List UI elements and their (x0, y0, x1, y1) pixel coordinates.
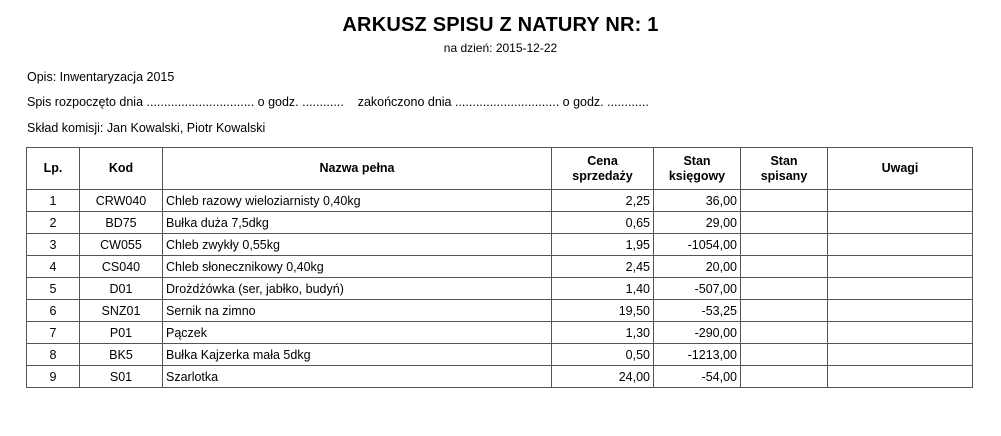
table-row (27, 234, 973, 256)
cell-lp: 2 (27, 212, 80, 234)
inventory-table (26, 147, 973, 388)
cell-uwagi (828, 212, 973, 234)
cell-stan-spisany (741, 322, 828, 344)
cell-stan-ksiegowy: -290,00 (654, 322, 741, 344)
cell-stan-ksiegowy: -54,00 (654, 366, 741, 388)
table-row (27, 322, 973, 344)
cell-nazwa: Bułka duża 7,5dkg (163, 212, 552, 234)
cell-uwagi (828, 190, 973, 212)
cell-kod: CW055 (80, 234, 163, 256)
cell-lp: 9 (27, 366, 80, 388)
cell-uwagi (828, 300, 973, 322)
cell-uwagi (828, 366, 973, 388)
cell-lp: 5 (27, 278, 80, 300)
table-row (27, 300, 973, 322)
cell-uwagi (828, 278, 973, 300)
table-header-row (27, 148, 973, 190)
cell-kod: CS040 (80, 256, 163, 278)
cell-stan-spisany (741, 366, 828, 388)
cell-stan-spisany (741, 212, 828, 234)
cell-stan-ksiegowy: 36,00 (654, 190, 741, 212)
cell-nazwa: Chleb zwykły 0,55kg (163, 234, 552, 256)
column-header-lp: Lp. (27, 148, 80, 190)
inventory-time-line: Spis rozpoczęto dnia ............................... o godz. ............ zakończono dnia .............................. o godz. ............ (27, 95, 649, 109)
cell-kod: SNZ01 (80, 300, 163, 322)
cell-cena: 2,45 (552, 256, 654, 278)
cell-nazwa: Drożdżówka (ser, jabłko, budyń) (163, 278, 552, 300)
commission-line: Skład komisji: Jan Kowalski, Piotr Kowalski (27, 121, 266, 135)
table-row (27, 190, 973, 212)
cell-stan-ksiegowy: 20,00 (654, 256, 741, 278)
table-row (27, 366, 973, 388)
cell-nazwa: Szarlotka (163, 366, 552, 388)
document-date: na dzień: 2015-12-22 (443, 41, 558, 55)
cell-nazwa: Chleb razowy wieloziarnisty 0,40kg (163, 190, 552, 212)
cell-stan-spisany (741, 344, 828, 366)
table-row (27, 212, 973, 234)
description-line: Opis: Inwentaryzacja 2015 (27, 70, 175, 84)
cell-cena: 0,65 (552, 212, 654, 234)
cell-cena: 1,40 (552, 278, 654, 300)
cell-cena: 24,00 (552, 366, 654, 388)
table-row (27, 278, 973, 300)
table-row (27, 344, 973, 366)
cell-cena: 2,25 (552, 190, 654, 212)
column-header-stan-spisany: Stan spisany (741, 148, 828, 190)
cell-stan-ksiegowy: -53,25 (654, 300, 741, 322)
cell-nazwa: Bułka Kajzerka mała 5dkg (163, 344, 552, 366)
cell-stan-ksiegowy: -507,00 (654, 278, 741, 300)
cell-kod: BK5 (80, 344, 163, 366)
cell-nazwa: Pączek (163, 322, 552, 344)
cell-kod: S01 (80, 366, 163, 388)
cell-lp: 6 (27, 300, 80, 322)
cell-stan-spisany (741, 234, 828, 256)
cell-stan-spisany (741, 190, 828, 212)
document-title: ARKUSZ SPISU Z NATURY NR: 1 (342, 14, 659, 36)
cell-nazwa: Sernik na zimno (163, 300, 552, 322)
cell-stan-ksiegowy: -1213,00 (654, 344, 741, 366)
cell-nazwa: Chleb słonecznikowy 0,40kg (163, 256, 552, 278)
cell-lp: 4 (27, 256, 80, 278)
column-header-stan-ksiegowy: Stan księgowy (654, 148, 741, 190)
column-header-nazwa: Nazwa pełna (163, 148, 552, 190)
cell-stan-spisany (741, 256, 828, 278)
cell-cena: 1,95 (552, 234, 654, 256)
cell-cena: 1,30 (552, 322, 654, 344)
cell-stan-spisany (741, 300, 828, 322)
cell-kod: CRW040 (80, 190, 163, 212)
cell-stan-ksiegowy: 29,00 (654, 212, 741, 234)
cell-stan-spisany (741, 278, 828, 300)
column-header-cena: Cena sprzedaży (552, 148, 654, 190)
cell-cena: 19,50 (552, 300, 654, 322)
cell-uwagi (828, 234, 973, 256)
cell-lp: 8 (27, 344, 80, 366)
column-header-uwagi: Uwagi (828, 148, 973, 190)
cell-cena: 0,50 (552, 344, 654, 366)
cell-lp: 1 (27, 190, 80, 212)
cell-lp: 3 (27, 234, 80, 256)
column-header-kod: Kod (80, 148, 163, 190)
cell-kod: P01 (80, 322, 163, 344)
cell-uwagi (828, 322, 973, 344)
cell-uwagi (828, 344, 973, 366)
cell-kod: BD75 (80, 212, 163, 234)
cell-lp: 7 (27, 322, 80, 344)
cell-uwagi (828, 256, 973, 278)
cell-kod: D01 (80, 278, 163, 300)
cell-stan-ksiegowy: -1054,00 (654, 234, 741, 256)
table-row (27, 256, 973, 278)
